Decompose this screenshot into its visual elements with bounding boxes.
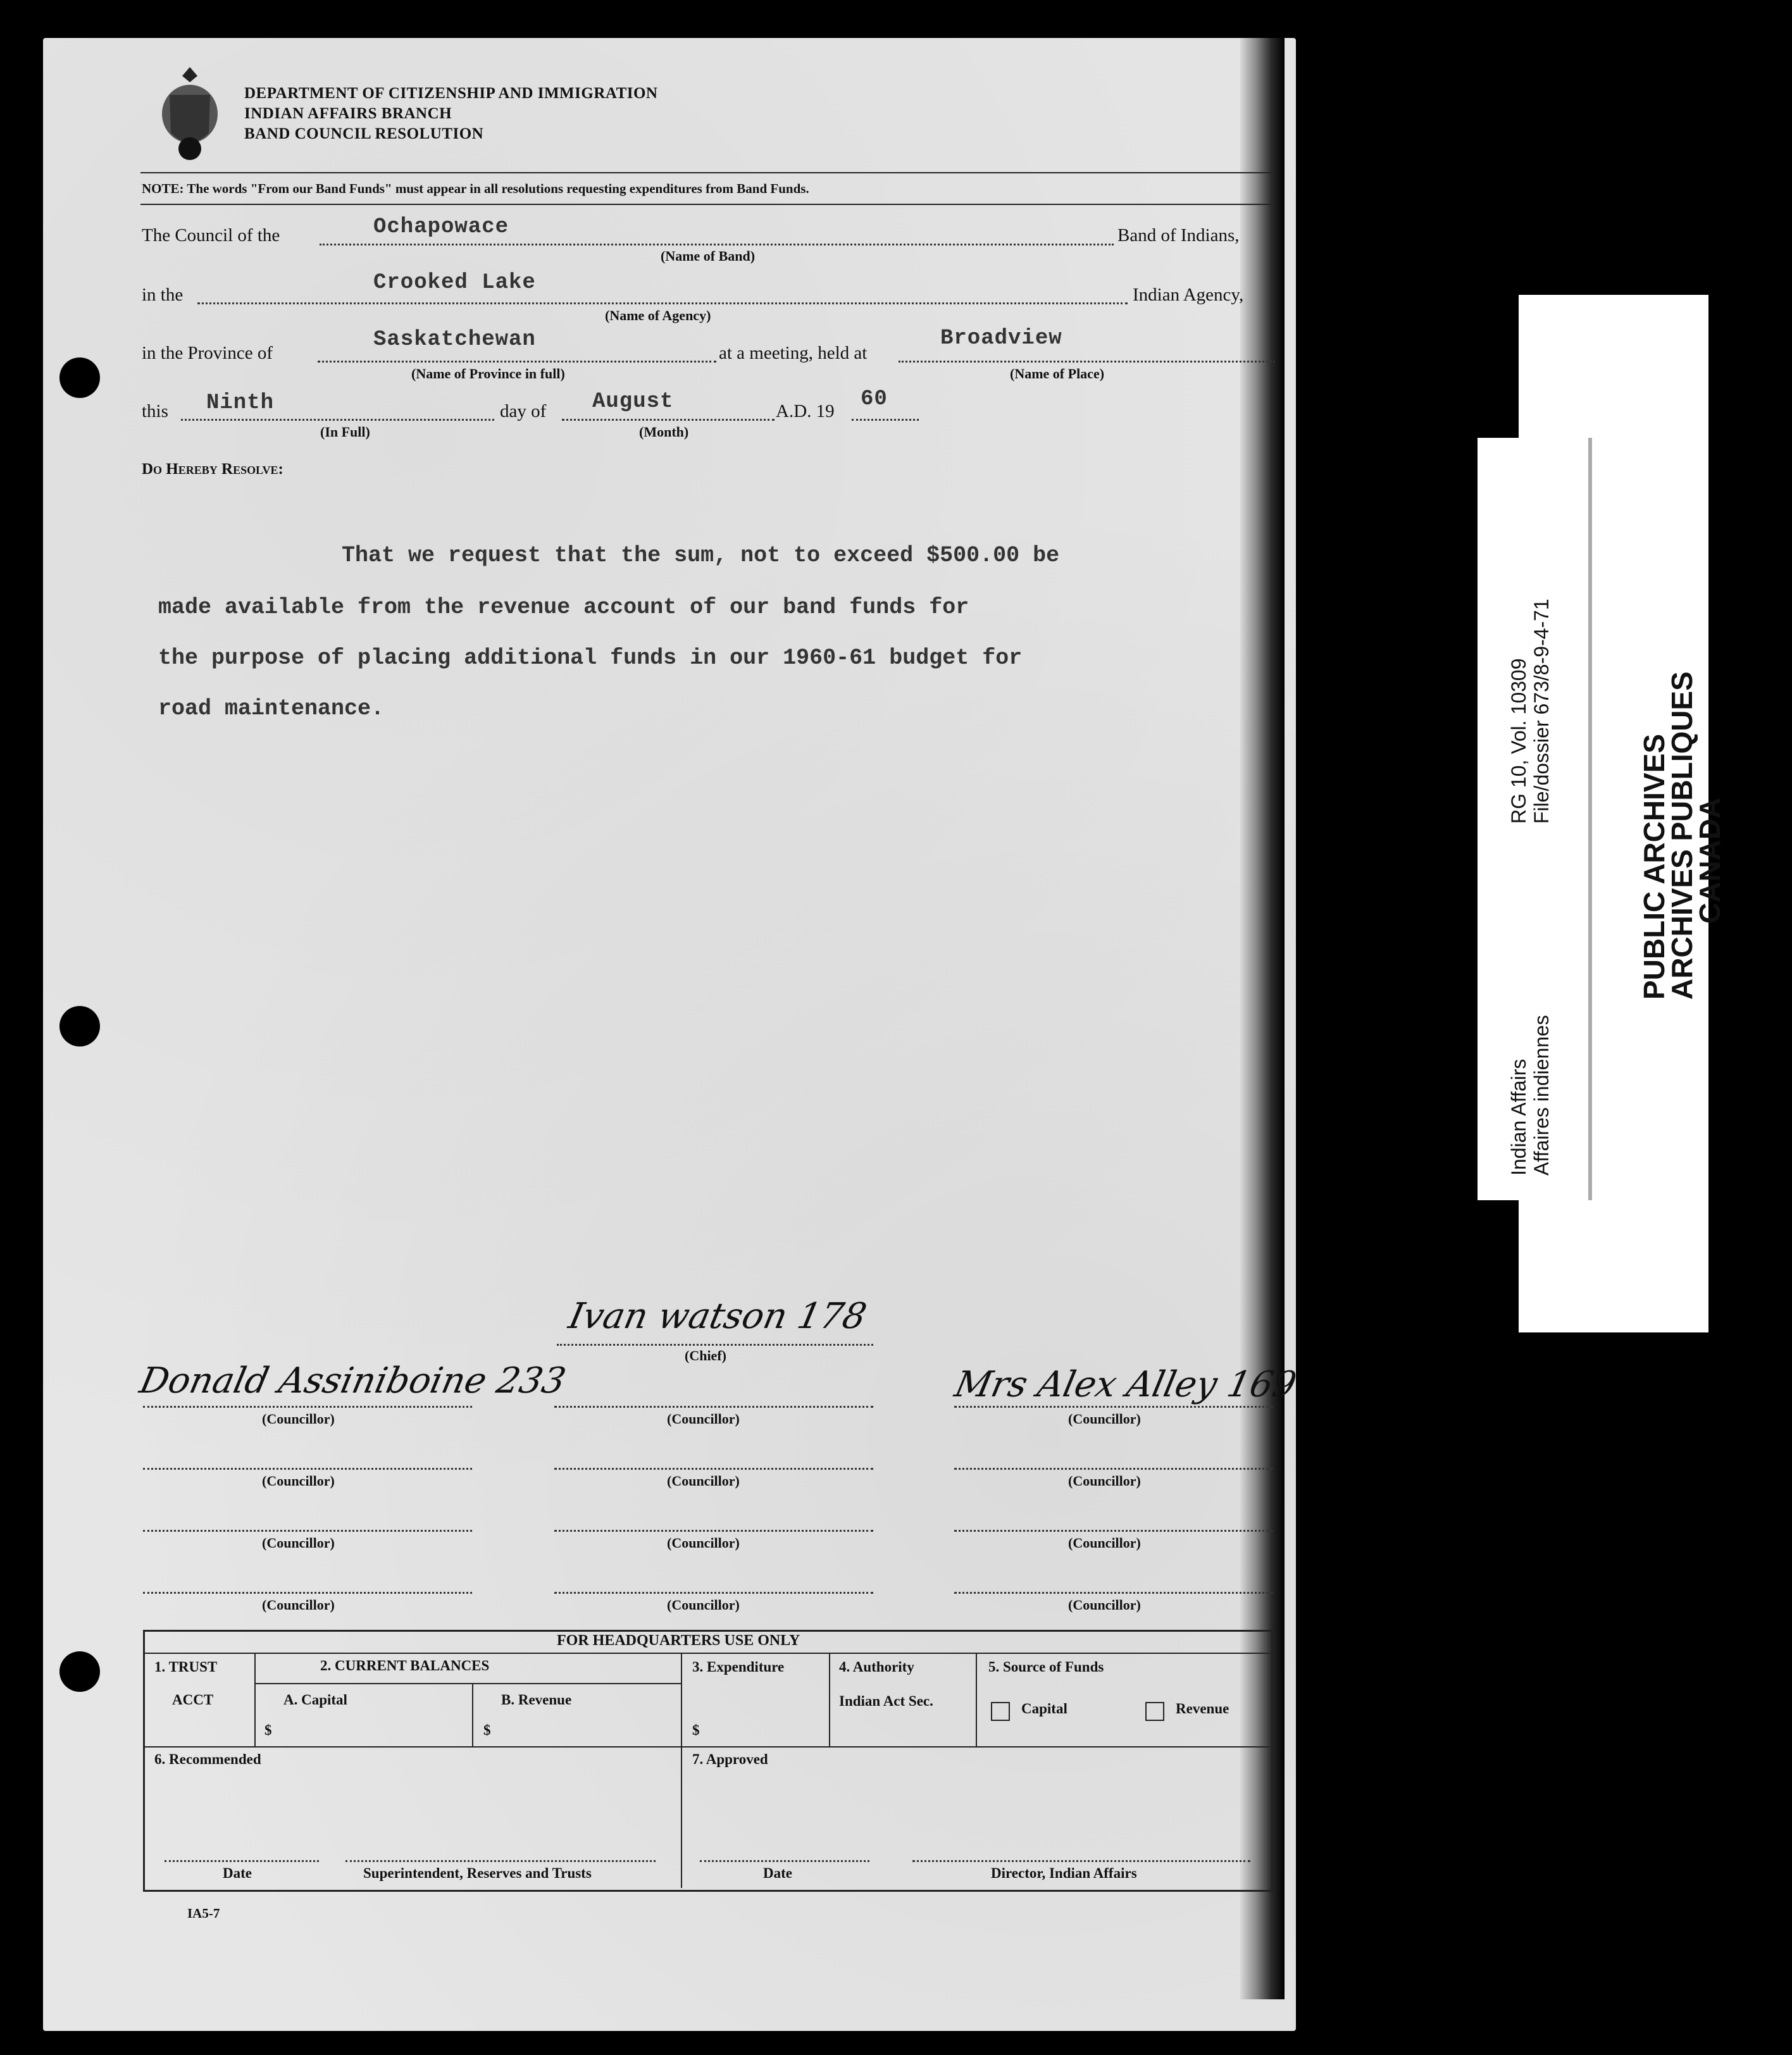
- resolution-line-4: road maintenance.: [158, 696, 385, 721]
- archive-file-text: File/dossier 673/8-9-4-71: [1530, 599, 1553, 824]
- superintendent-line: [345, 1860, 656, 1862]
- councillor-line: [554, 1530, 873, 1532]
- divider: [256, 1683, 681, 1684]
- councillor-caption: (Councillor): [1068, 1411, 1141, 1427]
- councillor-line: [143, 1468, 472, 1470]
- date-label: Date: [763, 1865, 792, 1881]
- revenue-label: B. Revenue: [501, 1692, 572, 1708]
- year-value: 60: [861, 387, 888, 411]
- act-label: Indian Act Sec.: [839, 1693, 933, 1709]
- note-bottom-rule: [140, 204, 1273, 205]
- revenue-dollar: $: [483, 1722, 491, 1738]
- month-line: [562, 419, 775, 421]
- province-line: [318, 361, 716, 363]
- capital-label: A. Capital: [283, 1692, 347, 1708]
- authority-label: 4. Authority: [839, 1659, 914, 1675]
- councillor-line: [954, 1592, 1273, 1594]
- chief-line: [557, 1344, 873, 1346]
- expenditure-label: 3. Expenditure: [692, 1659, 785, 1675]
- resolution-line-2: made available from the revenue account of our band funds for: [158, 595, 969, 620]
- hq-title: FOR HEADQUARTERS USE ONLY: [557, 1632, 800, 1649]
- councillor-caption: (Councillor): [262, 1411, 335, 1427]
- councillor-caption: (Councillor): [1068, 1535, 1141, 1551]
- band-name-caption: (Name of Band): [661, 248, 756, 264]
- capital-dollar: $: [264, 1722, 272, 1738]
- label-day-of: day of: [500, 401, 547, 421]
- punch-hole: [59, 357, 100, 398]
- punch-hole: [59, 1651, 100, 1692]
- approved-label: 7. Approved: [692, 1751, 768, 1767]
- divider: [144, 1746, 1271, 1748]
- trust-label: 1. TRUST: [154, 1659, 218, 1675]
- archives-publiques-text: ARCHIVES PUBLIQUES: [1665, 671, 1698, 1000]
- divider: [681, 1654, 682, 1746]
- councillor-caption: (Councillor): [1068, 1473, 1141, 1489]
- councillor-line: [954, 1406, 1273, 1408]
- label-province-of: in the Province of: [142, 343, 273, 363]
- expenditure-dollar: $: [692, 1722, 700, 1738]
- archive-heading: [1640, 671, 1724, 1000]
- divider: [829, 1654, 830, 1746]
- councillor-caption: (Councillor): [1068, 1597, 1141, 1613]
- canada-text: CANADA: [1693, 797, 1726, 924]
- note-top-rule: [140, 172, 1273, 173]
- form-number: IA5-7: [187, 1906, 220, 1921]
- date-label: Date: [223, 1865, 252, 1881]
- councillor-line: [554, 1592, 873, 1594]
- label-indian-agency: Indian Agency,: [1133, 285, 1244, 305]
- hq-title-rule: [144, 1653, 1271, 1654]
- day-caption: (In Full): [320, 424, 370, 440]
- councillor-line: [954, 1468, 1273, 1470]
- director-line: [912, 1860, 1250, 1862]
- councillor-caption: (Councillor): [262, 1597, 335, 1613]
- source-capital-checkbox[interactable]: [991, 1702, 1010, 1721]
- source-revenue-label: Revenue: [1176, 1701, 1229, 1717]
- agency-value: Crooked Lake: [373, 271, 536, 295]
- note-text: NOTE: The words "From our Band Funds" must appear in all resolutions requesting expenditures from Band Funds.: [142, 181, 809, 196]
- date-line: [165, 1860, 319, 1862]
- label-council-of-the: The Council of the: [142, 225, 280, 245]
- resolution-line-1: That we request that the sum, not to exceed $500.00 be: [342, 543, 1060, 568]
- councillor-caption: (Councillor): [667, 1535, 740, 1551]
- day-line: [181, 419, 494, 421]
- director-label: Director, Indian Affairs: [991, 1865, 1137, 1881]
- councillor-line: [143, 1530, 472, 1532]
- month-value: August: [592, 390, 674, 414]
- public-archives-text: PUBLIC ARCHIVES: [1638, 734, 1671, 1000]
- band-name-value: Ochapowace: [373, 215, 509, 239]
- source-label: 5. Source of Funds: [988, 1659, 1104, 1675]
- label-band-of-indians: Band of Indians,: [1117, 225, 1240, 245]
- header-department: DEPARTMENT OF CITIZENSHIP AND IMMIGRATION: [244, 85, 658, 102]
- header-branch: INDIAN AFFAIRS BRANCH: [244, 105, 452, 122]
- place-caption: (Name of Place): [1010, 366, 1105, 382]
- chief-caption: (Chief): [685, 1348, 726, 1363]
- archive-reference: [1507, 599, 1553, 824]
- punch-hole: [59, 1006, 100, 1046]
- councillor-line: [143, 1406, 472, 1408]
- label-this: this: [142, 401, 168, 421]
- divider: [976, 1654, 977, 1746]
- chief-signature: Ivan watson 178: [565, 1296, 870, 1337]
- councillor-caption: (Councillor): [667, 1411, 740, 1427]
- indian-affairs-text: Indian Affairs: [1507, 1059, 1530, 1176]
- header-form-title: BAND COUNCIL RESOLUTION: [244, 125, 484, 142]
- councillor-caption: (Councillor): [667, 1473, 740, 1489]
- label-in-the: in the: [142, 285, 184, 305]
- archive-volume-text: RG 10, Vol. 10309: [1507, 658, 1530, 824]
- superintendent-label: Superintendent, Reserves and Trusts: [363, 1865, 592, 1881]
- source-capital-label: Capital: [1021, 1701, 1067, 1717]
- councillor-signature-right: Mrs Alex Alley 169: [951, 1364, 1300, 1405]
- province-value: Saskatchewan: [373, 328, 536, 352]
- agency-caption: (Name of Agency): [605, 307, 711, 323]
- province-caption: (Name of Province in full): [411, 366, 565, 382]
- coat-of-arms-icon: [152, 63, 228, 165]
- balances-label: 2. CURRENT BALANCES: [320, 1658, 490, 1673]
- acct-label: ACCT: [172, 1692, 214, 1708]
- resolution-line-3: the purpose of placing additional funds in our 1960-61 budget for: [158, 645, 1023, 671]
- month-caption: (Month): [639, 424, 689, 440]
- place-line: [899, 361, 1275, 363]
- councillor-line: [954, 1530, 1273, 1532]
- affaires-indiennes-text: Affaires indiennes: [1530, 1015, 1553, 1176]
- councillor-line: [143, 1592, 472, 1594]
- councillor-caption: (Councillor): [262, 1535, 335, 1551]
- place-value: Broadview: [940, 326, 1062, 351]
- label-at-meeting: at a meeting, held at: [719, 343, 868, 363]
- agency-line: [197, 302, 1128, 304]
- divider: [681, 1748, 682, 1888]
- councillor-line: [554, 1468, 873, 1470]
- councillor-caption: (Councillor): [667, 1597, 740, 1613]
- councillor-signature-left: Donald Assiniboine 233: [136, 1360, 569, 1401]
- recommended-label: 6. Recommended: [154, 1751, 261, 1767]
- label-ad: A.D. 19: [776, 401, 835, 421]
- day-value: Ninth: [206, 391, 275, 415]
- divider: [254, 1654, 256, 1746]
- divider: [472, 1684, 473, 1746]
- councillor-line: [554, 1406, 873, 1408]
- source-revenue-checkbox[interactable]: [1145, 1702, 1164, 1721]
- councillor-caption: (Councillor): [262, 1473, 335, 1489]
- archive-department: [1507, 1015, 1553, 1176]
- resolve-heading: Do Hereby Resolve:: [142, 461, 283, 478]
- year-line: [852, 419, 919, 421]
- band-name-line: [320, 244, 1114, 245]
- date-line: [700, 1860, 869, 1862]
